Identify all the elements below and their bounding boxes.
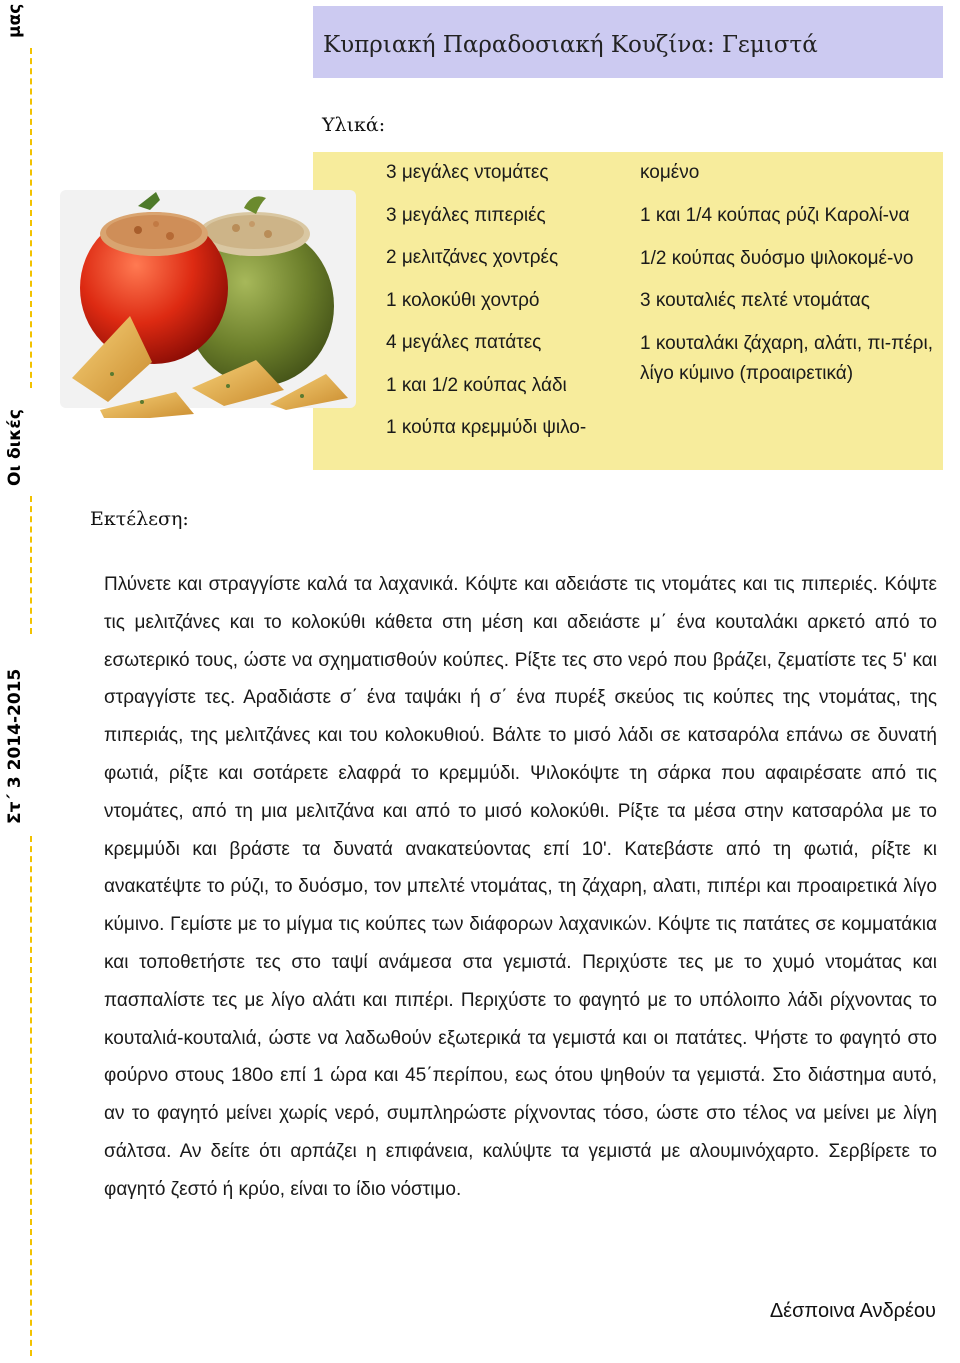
title-banner xyxy=(313,6,943,78)
ingredient-item: 1 και 1/2 κούπας λάδι xyxy=(386,374,567,396)
execution-heading: Εκτέλεση: xyxy=(90,508,189,530)
stuffed-vegetables-photo xyxy=(42,178,372,423)
ingredient-item: 4 μεγάλες πατάτες xyxy=(386,332,542,353)
ingredient-item: 3 μεγάλες πιπεριές xyxy=(386,204,546,226)
sidebar-dashed-line-top xyxy=(30,48,32,388)
sidebar-dashed-line-bottom xyxy=(30,836,32,1356)
ingredient-item: 1 κουταλάκι ζάχαρη, αλάτι, πι-πέρι, λίγο κύμινο (προαιρετικά) xyxy=(640,332,933,384)
sidebar-dashed-line-middle xyxy=(30,496,32,634)
ingredient-item: 1 και 1/4 κούπας ρύζι Καρολί-να xyxy=(640,205,910,226)
author-name: Δέσποινα Ανδρέου xyxy=(769,1300,936,1322)
ingredient-item: 1 κούπα κρεμμύδι ψιλο- xyxy=(386,417,587,438)
recipe-instructions: Πλύνετε και στραγγίστε καλά τα λαχανικά. Κόψτε και αδειάστε τις ντομάτες και τις πιπεριές. Κόψτε τις μελιτζάνες και το κολοκύθι κάθετα στη μέση και αδειάστε μ΄ ένα κουταλάκι αρκετό από το εσωτερικό τους, ώστε να σχηματισθούν κούπες. Ρίξτε τες στο νερό που βράζει, ζεματίστε τες 5' και στραγγίστε τες. Αραδιάστε σ΄ ένα ταψάκι ή σ΄ ένα πυρέξ σκεύος τις κούπες της ντομάτας, της πιπεριάς, της μελιτζάνες και του κολοκυθιού. Βάλτε το μισό λάδι σε κατσαρόλα επάνω σε δυνατή φωτιά, ρίξτε και σοτάρετε ελαφρά το κρεμμύδι. Ψιλοκόψτε τη σάρκα που αφαιρέσατε από τις ντομάτες, από τη μια μελιτζάνα και από το μισό κολοκύθι. Ρίξτε τα μέσα στην κατσαρόλα με το κρεμμύδι και βράστε τα δυνατά ανακατεύοντας επί 10'. Κατεβάστε από τη φωτιά, ρίξτε κι ανακατέψτε το ρύζι, το δυόσμο, τον μπελτέ ντομάτας, τη ζάχαρη, αλατι, πιπέρι και προαιρετικά λίγο κύμινο. Γεμίστε με το μίγμα τις κούπες των διάφορων λαχανικών. Κόψτε τις πατάτες σε κομματάκια και τοποθετήστε τες στο ταψί ανάμεσα στα γεμιστά. Περιχύστε τες με το χυμό ντομάτας και πασπαλίστε τες με λίγο αλάτι και πιπέρι. Περιχύστε το φαγητό με το υπόλοιπο λάδι ρίχνοντας το κουταλιά-κουταλιά, ώστε να λαδωθούν εξωτερικά τα γεμιστά και οι πατάτες. Ψήστε το φαγητό στο φούρνο στους 180ο επί 1 ώρα και 45΄περίπου, εως ότου ψηθούν τα γεμιστά. Στο διάστημα αυτό, αν το φαγητό μείνει χωρίς νερό, συμπληρώστε ρίχνοντας τόσο, ώστε στο τέλος να μείνει με λίγη σάλτσα. Αν δείτε ότι αρπάζει η επιφάνεια, καλύψτε τα γεμιστά με αλουμινόχαρτο. Σερβίρετε το φαγητό ζεστό ή κρύο, είναι το ίδιο νόστιμο. xyxy=(104,574,937,1200)
sidebar-bottom-label: Στ΄ 3 2014-2015 xyxy=(5,668,25,824)
sidebar-top-label: μας xyxy=(5,3,25,38)
ingredient-item: 2 μελιτζάνες χοντρές xyxy=(386,247,559,268)
ingredients-right-column xyxy=(640,158,940,401)
ingredient-item: 1 κολοκύθι χοντρό xyxy=(386,289,540,311)
ingredients-heading: Υλικά: xyxy=(322,114,386,136)
ingredient-item: κομένο xyxy=(640,162,700,183)
ingredient-item: 1/2 κούπας δυόσμο ψιλοκομέ-νο xyxy=(640,247,914,269)
page-title: Κυπριακή Παραδοσιακή Κουζίνα: Γεμιστά xyxy=(323,32,818,58)
ingredients-left-column xyxy=(386,158,626,456)
sidebar-middle-label: Οι δικές xyxy=(5,409,25,486)
ingredient-item: 3 κουταλιές πελτέ ντομάτας xyxy=(640,290,870,311)
ingredient-item: 3 μεγάλες ντομάτες xyxy=(386,162,549,183)
